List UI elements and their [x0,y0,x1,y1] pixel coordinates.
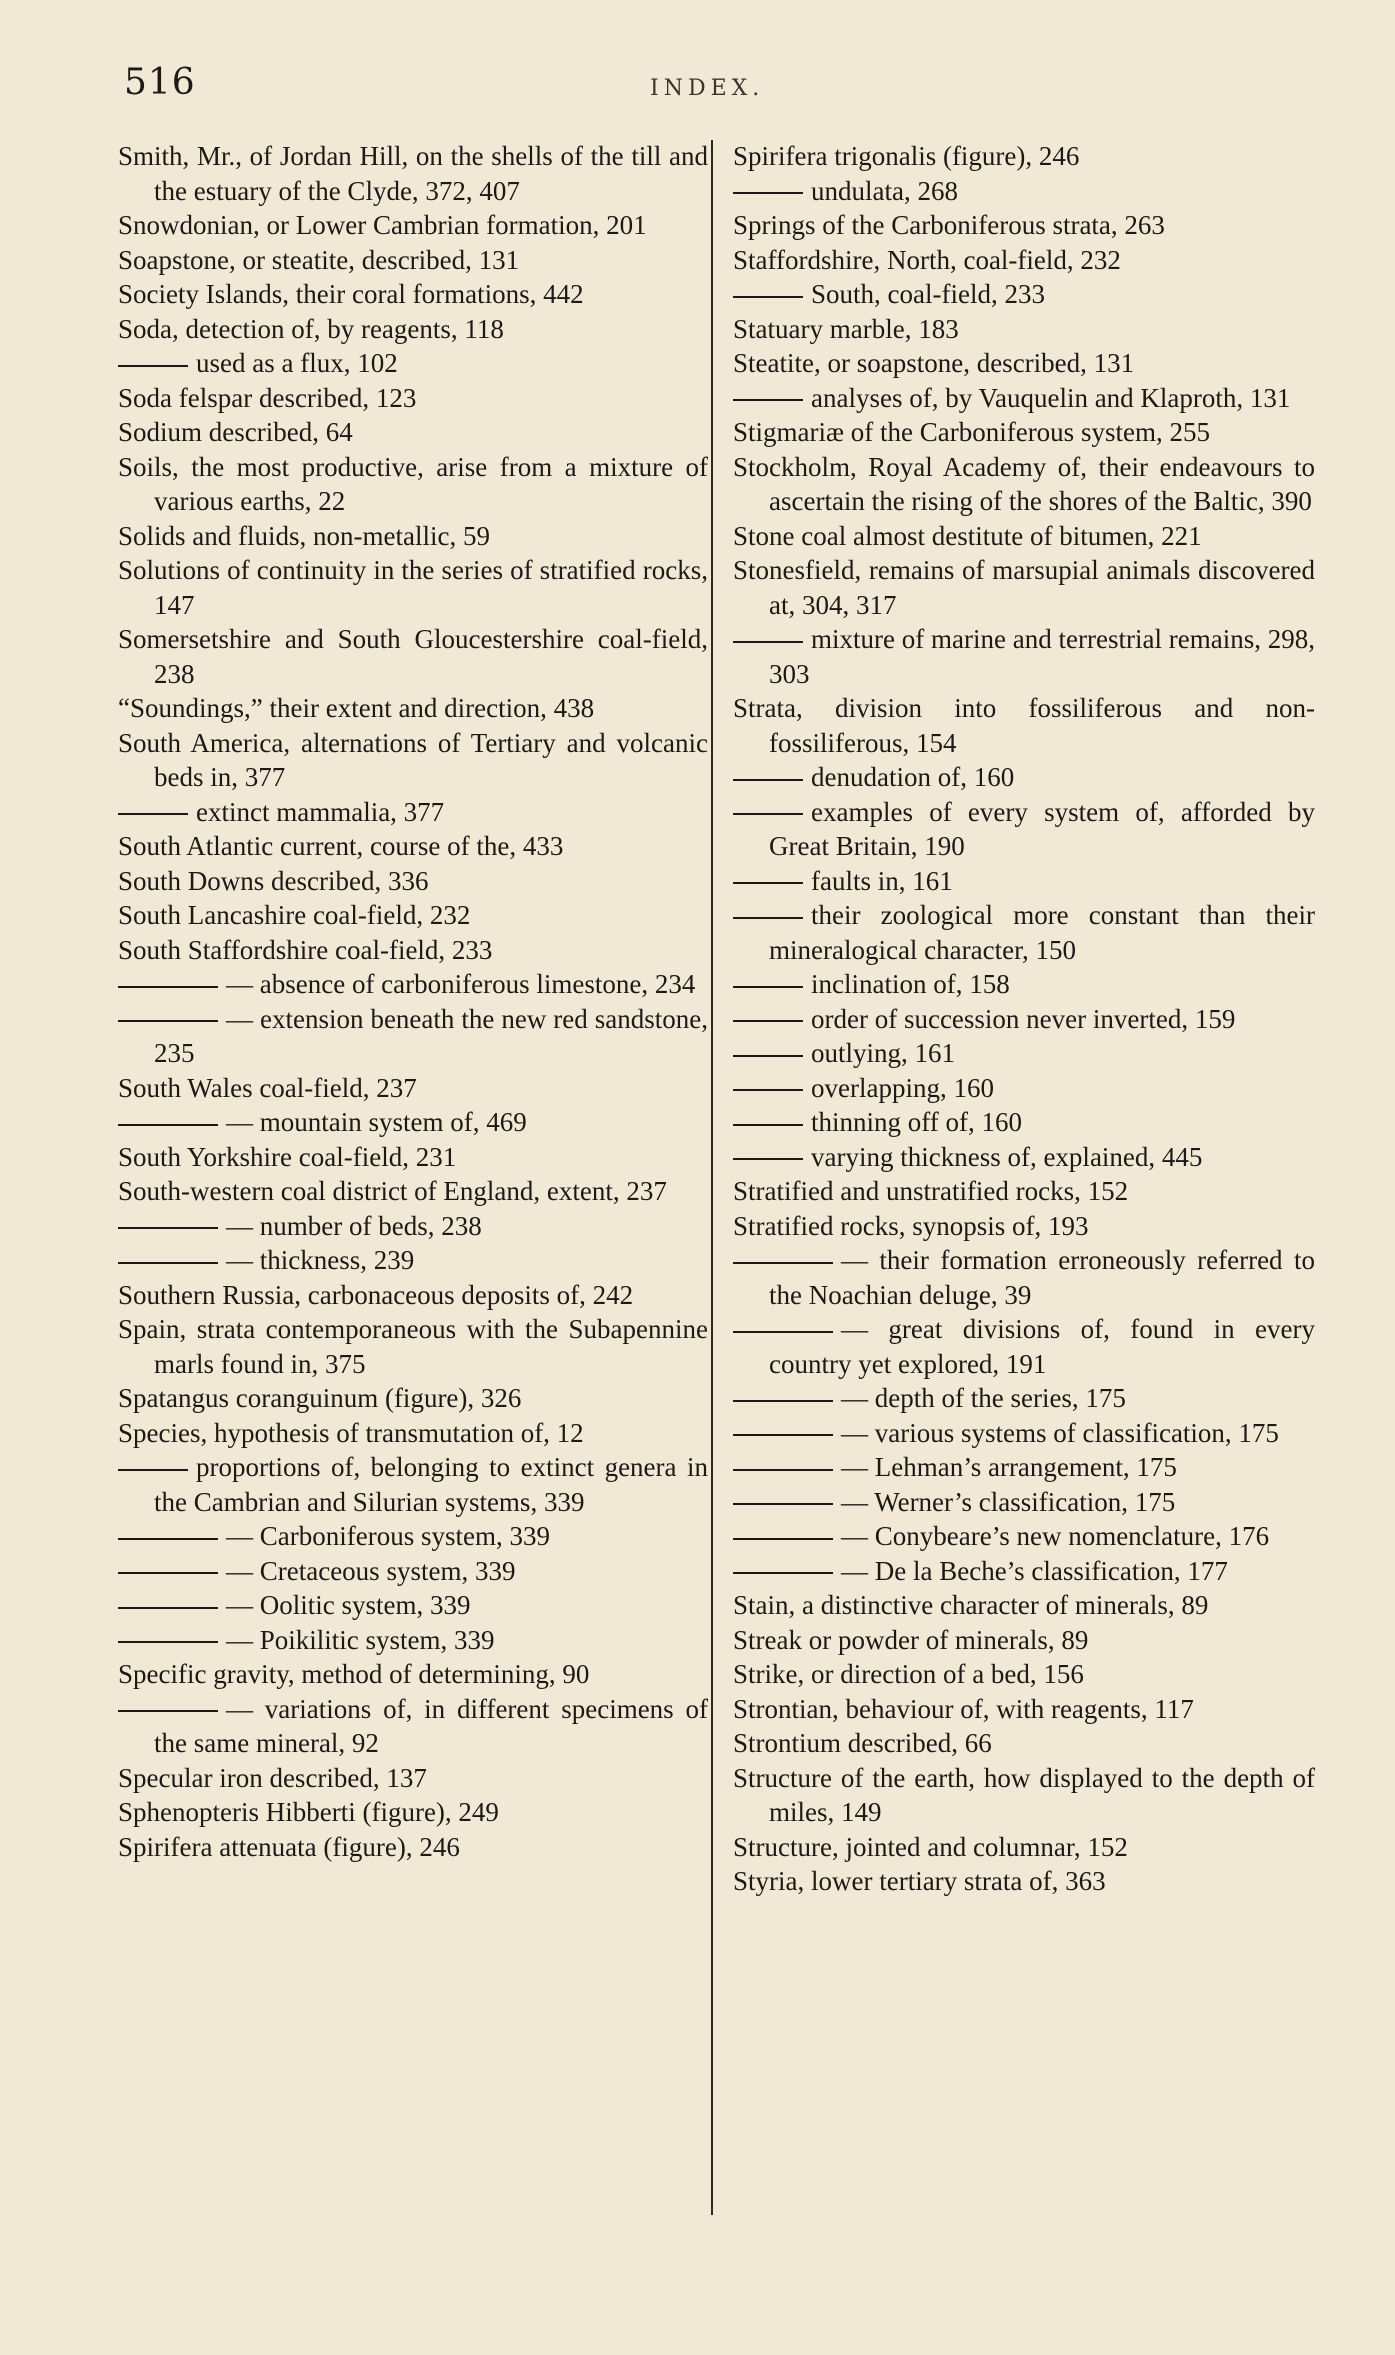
index-entry-text: Solids and fluids, non-metallic, 59 [118,520,490,551]
index-entry [733,174,1315,209]
ditto-dash [733,986,803,988]
index-entry-text: Staffordshire, North, coal-field, 232 [733,244,1121,275]
index-entry-text: Sodium described, 64 [118,417,353,447]
index-entry [733,1554,1315,1589]
ditto-dash [733,882,803,884]
index-entry-text: analyses of, by Vauquelin and Klaproth, 131 [811,382,1291,413]
index-entry [733,381,1315,416]
index-entry [118,1554,708,1589]
index-entry [733,1071,1315,1106]
index-entry-text: Strata, division into fossiliferous and non-fossiliferous, 154 [733,693,1315,758]
index-entry-text: their zoological more constant than their mineralogical character, 150 [769,900,1315,965]
ditto-dash [733,399,803,401]
index-entry-text: South Wales coal-field, 237 [118,1072,417,1103]
index-entry-text: Stockholm, Royal Academy of, their endeavours to ascertain the rising of the shores of the Baltic, 390 [733,451,1315,516]
index-entry-text: — Cretaceous system, 339 [226,1555,516,1586]
index-entry [118,1209,708,1244]
ditto-dash [733,1089,803,1091]
ditto-dash [733,1055,803,1057]
index-entry [733,1519,1315,1554]
index-entry-text: Spain, strata contemporaneous with the Subapennine marls found in, 375 [118,1314,708,1379]
index-entry-text: order of succession never inverted, 159 [811,1003,1236,1034]
ditto-dash [733,1538,833,1540]
ditto-dash [118,1469,188,1471]
index-entry [733,1312,1315,1381]
index-entry [118,1623,708,1658]
ditto-dash [733,779,803,781]
index-entry [733,1692,1315,1727]
index-entry [118,898,708,933]
index-entry-text: Soapstone, or steatite, described, 131 [118,244,520,275]
index-entry-text: South, coal-field, 233 [811,279,1045,309]
index-entry [733,208,1315,243]
ditto-dash [733,1434,833,1436]
index-entry-text: Soda felspar described, 123 [118,382,417,413]
ditto-dash [118,1262,218,1264]
ditto-dash [733,1262,833,1264]
index-entry [733,1864,1315,1899]
index-entry-text: — extension beneath the new red sandstone, 235 [154,1003,708,1068]
ditto-dash [118,813,188,815]
index-entry-text: Snowdonian, or Lower Cambrian formation, 201 [118,210,647,240]
ditto-dash [118,1020,218,1022]
index-entry [733,1450,1315,1485]
index-entry-text: Stratified and unstratified rocks, 152 [733,1176,1129,1206]
index-entry-text: South Lancashire coal-field, 232 [118,900,471,930]
index-entry-text: thinning off of, 160 [811,1107,1022,1137]
index-entry [118,1312,708,1381]
index-entry [118,1657,708,1692]
ditto-dash [733,1124,803,1126]
index-entry-text: Specific gravity, method of determining, 90 [118,1659,590,1689]
index-entry-text: — their formation erroneously referred to the Noachian deluge, 39 [769,1245,1315,1310]
index-entry-text: — Oolitic system, 339 [226,1590,471,1620]
index-entry [118,1381,708,1416]
index-entry-text: Spirifera trigonalis (figure), 246 [733,141,1080,171]
index-entry-text: Stigmariæ of the Carboniferous system, 255 [733,417,1210,447]
index-entry [118,726,708,795]
ditto-dash [733,1503,833,1505]
index-entry [733,139,1315,174]
index-entry [118,933,708,968]
index-entry-text: Steatite, or soapstone, described, 131 [733,348,1135,378]
index-entry [118,208,708,243]
index-entry [733,1140,1315,1175]
index-entry [733,1657,1315,1692]
index-entry [733,691,1315,760]
index-entry [118,1795,708,1830]
index-entry [118,1588,708,1623]
index-entry [118,691,708,726]
index-entry [118,1450,708,1519]
index-entry [118,243,708,278]
index-entry [118,1243,708,1278]
index-entry-text: Southern Russia, carbonaceous deposits of, 242 [118,1279,634,1310]
index-entry-text: — depth of the series, 175 [841,1383,1126,1413]
index-entry [118,864,708,899]
ditto-dash [118,1607,218,1609]
index-entry [118,829,708,864]
index-entry [118,1519,708,1554]
index-entry-text: proportions of, belonging to extinct genera in the Cambrian and Silurian systems, 339 [154,1452,708,1517]
index-entry-text: South Yorkshire coal-field, 231 [118,1141,457,1172]
ditto-dash [118,1572,218,1574]
index-entry-text: — absence of carboniferous limestone, 234 [226,969,696,999]
index-entry-text: denudation of, 160 [811,762,1015,792]
index-entry [118,553,708,622]
ditto-dash [118,986,218,988]
index-entry-text: Soils, the most productive, arise from a mixture of various earths, 22 [118,451,708,516]
ditto-dash [733,192,803,194]
index-entry-text: Stratified rocks, synopsis of, 193 [733,1210,1089,1241]
index-entry-text: Sphenopteris Hibberti (figure), 249 [118,1797,499,1827]
index-entry-text: Smith, Mr., of Jordan Hill, on the shells of the till and the estuary of the Clyde, 372, 407 [118,141,708,206]
ditto-dash [118,1227,218,1229]
index-entry [118,967,708,1002]
index-entry [118,450,708,519]
index-entry [733,622,1315,691]
index-entry-text: Society Islands, their coral formations, 442 [118,279,584,309]
ditto-dash [118,365,188,367]
index-entry-text: — number of beds, 238 [226,1210,482,1241]
index-entry [733,450,1315,519]
index-entry [733,1002,1315,1037]
index-entry [118,1105,708,1140]
index-entry [118,381,708,416]
index-entry-text: extinct mammalia, 377 [196,796,445,827]
page-number: 516 [124,62,196,103]
index-entry-text: Styria, lower tertiary strata of, 363 [733,1866,1106,1896]
ditto-dash [733,917,803,919]
index-entry-text: examples of every system of, afforded by Great Britain, 190 [769,796,1315,861]
ditto-dash [733,1158,803,1160]
index-entry [733,864,1315,899]
index-entry-text: Stonesfield, remains of marsupial animals discovered at, 304, 317 [733,555,1315,620]
index-entry-text: South Staffordshire coal-field, 233 [118,934,493,965]
ditto-dash [733,1469,833,1471]
index-entry-text: Structure, jointed and columnar, 152 [733,1831,1128,1862]
index-entry-text: inclination of, 158 [811,969,1010,999]
index-entry-text: — various systems of classification, 175 [841,1417,1279,1448]
index-column-left [118,139,708,1864]
index-entry [118,1278,708,1313]
index-entry [118,312,708,347]
index-entry-text: Spirifera attenuata (figure), 246 [118,1831,460,1862]
index-entry-text: overlapping, 160 [811,1072,994,1103]
index-entry-text: undulata, 268 [811,175,958,206]
index-entry [733,1416,1315,1451]
index-entry-text: — Poikilitic system, 339 [226,1624,495,1655]
index-entry [118,1174,708,1209]
index-entry [733,1485,1315,1520]
index-entry-text: — De la Beche’s classification, 177 [841,1555,1228,1586]
index-entry [118,622,708,691]
index-entry [733,1036,1315,1071]
index-entry [733,795,1315,864]
index-entry [118,1830,708,1865]
index-entry [118,277,708,312]
index-entry-text: Strike, or direction of a bed, 156 [733,1659,1084,1689]
index-entry [733,346,1315,381]
index-entry [733,1830,1315,1865]
index-entry-text: mixture of marine and terrestrial remains, 298, 303 [769,624,1315,689]
running-head: INDEX. [650,76,765,101]
ditto-dash [118,1124,218,1126]
index-entry-text: outlying, 161 [811,1038,956,1068]
ditto-dash [118,1538,218,1540]
index-entry-text: Statuary marble, 183 [733,313,959,344]
index-entry-text: — Lehman’s arrangement, 175 [841,1452,1177,1482]
index-entry [733,1726,1315,1761]
index-entry-text: Solutions of continuity in the series of stratified rocks, 147 [118,555,708,620]
index-entry-text: — Carboniferous system, 339 [226,1521,550,1551]
index-entry [733,1381,1315,1416]
ditto-dash [733,1020,803,1022]
index-entry [118,519,708,554]
index-entry-text: South America, alternations of Tertiary and volcanic beds in, 377 [118,727,708,792]
index-entry-text: Specular iron described, 137 [118,1762,427,1793]
index-entry-text: South Atlantic current, course of the, 433 [118,831,564,861]
index-entry-text: “Soundings,” their extent and direction, 438 [118,693,595,723]
index-entry [733,1623,1315,1658]
index-entry-text: Streak or powder of minerals, 89 [733,1624,1089,1655]
index-entry-text: Strontium described, 66 [733,1728,992,1758]
index-column-right [733,139,1315,1899]
index-entry [118,1140,708,1175]
index-entry-text: Springs of the Carboniferous strata, 263 [733,210,1165,240]
ditto-dash [733,296,803,298]
index-entry [733,1209,1315,1244]
index-entry [733,1588,1315,1623]
index-entry [733,967,1315,1002]
index-entry-text: — great divisions of, found in every country yet explored, 191 [769,1314,1315,1379]
index-entry-text: Strontian, behaviour of, with reagents, 117 [733,1693,1194,1724]
index-entry-text: varying thickness of, explained, 445 [811,1141,1203,1172]
index-entry [733,553,1315,622]
index-entry [733,243,1315,278]
index-entry-text: faults in, 161 [811,865,953,896]
index-entry [118,1416,708,1451]
ditto-dash [733,1331,833,1333]
ditto-dash [733,1400,833,1402]
index-entry-text: Species, hypothesis of transmutation of, 12 [118,1417,584,1448]
index-entry-text: Soda, detection of, by reagents, 118 [118,313,504,344]
index-entry-text: Stone coal almost destitute of bitumen, 221 [733,520,1202,551]
index-entry-text: Spatangus coranguinum (figure), 326 [118,1383,522,1413]
column-divider [711,140,713,2215]
index-entry-text: — variations of, in different specimens of the same mineral, 92 [154,1693,708,1758]
index-entry-text: South-western coal district of England, extent, 237 [118,1176,667,1206]
index-entry [733,1105,1315,1140]
index-entry [733,1761,1315,1830]
index-entry [733,760,1315,795]
index-entry-text: — thickness, 239 [226,1245,415,1275]
index-entry [733,312,1315,347]
index-entry [118,139,708,208]
index-entry-text: used as a flux, 102 [196,348,398,378]
index-entry-text: Structure of the earth, how displayed to the depth of miles, 149 [733,1762,1315,1827]
index-entry [733,1243,1315,1312]
index-entry [118,1761,708,1796]
index-entry-text: Somersetshire and South Gloucestershire coal-field, 238 [118,624,708,689]
ditto-dash [733,1572,833,1574]
index-entry [118,346,708,381]
ditto-dash [733,641,803,643]
index-entry-text: — Werner’s classification, 175 [841,1486,1176,1517]
ditto-dash [118,1641,218,1643]
index-entry [733,277,1315,312]
index-entry-text: — Conybeare’s new nomenclature, 176 [841,1521,1270,1551]
index-entry [118,1071,708,1106]
ditto-dash [118,1710,218,1712]
index-entry [733,898,1315,967]
index-entry-text: Stain, a distinctive character of minerals, 89 [733,1590,1209,1620]
index-entry [118,1002,708,1071]
ditto-dash [733,813,803,815]
index-entry [118,415,708,450]
index-entry-text: South Downs described, 336 [118,865,429,896]
index-entry [118,1692,708,1761]
index-entry [733,415,1315,450]
index-entry [118,795,708,830]
index-entry [733,519,1315,554]
index-entry [733,1174,1315,1209]
index-entry-text: — mountain system of, 469 [226,1107,527,1137]
